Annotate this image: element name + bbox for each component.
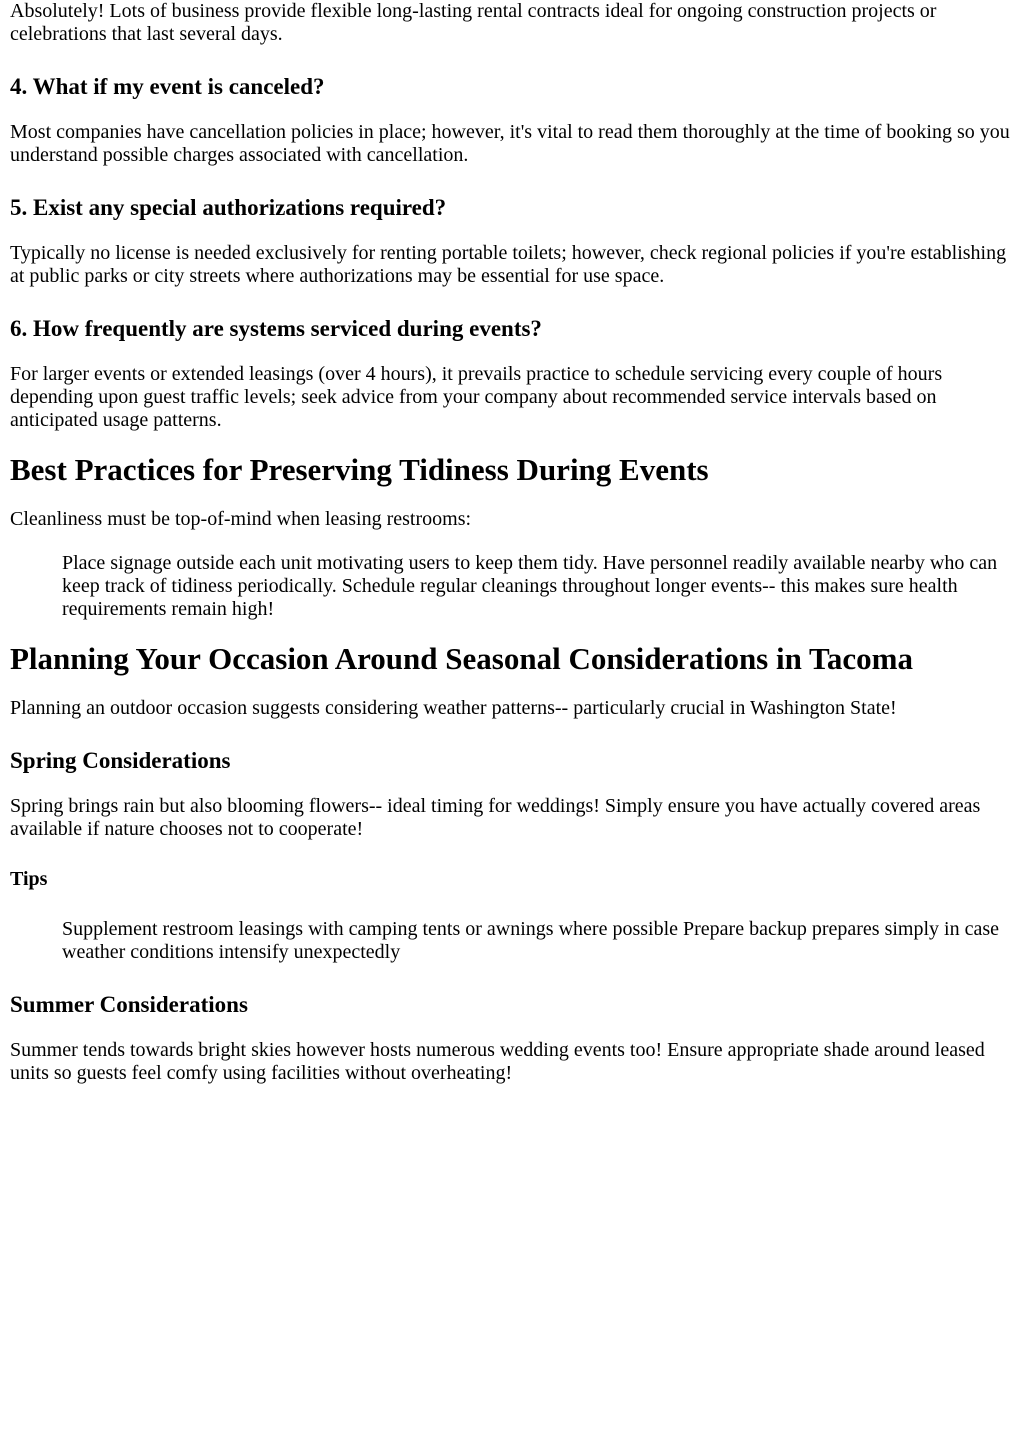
tips-quote: Supplement restroom leasings with camping tents or awnings where possible Prepare backup prepares simply in case weather conditions intensify unexpectedly [62,918,999,963]
faq-answer-4: Most companies have cancellation policies in place; however, it's vital to read them thoroughly at the time of booking so you understand possible charges associated with cancellation. [10,121,1010,166]
seasonal-heading: Planning Your Occasion Around Seasonal Considerations in Tacoma [10,641,913,676]
faq-question-5: 5. Exist any special authorizations required? [10,195,447,220]
intro-paragraph: Absolutely! Lots of business provide flexible long-lasting rental contracts ideal for ongoing construction projects or celebrations that last several days. [10,0,937,45]
faq-question-4: 4. What if my event is canceled? [10,74,325,99]
tips-heading: Tips [10,868,48,890]
faq-question-6: 6. How frequently are systems serviced during events? [10,316,542,341]
seasonal-intro: Planning an outdoor occasion suggests considering weather patterns-- particularly crucial in Washington State! [10,697,897,719]
spring-heading: Spring Considerations [10,748,231,773]
faq-answer-5: Typically no license is needed exclusively for renting portable toilets; however, check regional policies if you're establishing at public parks or city streets where authorizations may be essential for use space. [10,242,1007,287]
best-practices-quote: Place signage outside each unit motivating users to keep them tidy. Have personnel readily available nearby who can keep track of tidiness periodically. Schedule regular cleanings throughout longer events-- this makes sure health requirements remain high! [62,552,998,620]
best-practices-intro: Cleanliness must be top-of-mind when leasing restrooms: [10,508,472,530]
summer-text: Summer tends towards bright skies however hosts numerous wedding events too! Ensure appropriate shade around leased units so guests feel comfy using facilities without overheating! [10,1039,985,1084]
spring-text: Spring brings rain but also blooming flowers-- ideal timing for weddings! Simply ensure you have actually covered areas available if nature chooses not to cooperate! [10,795,981,840]
summer-heading: Summer Considerations [10,992,248,1017]
faq-answer-6: For larger events or extended leasings (over 4 hours), it prevails practice to schedule servicing every couple of hours depending upon guest traffic levels; seek advice from your company about recommended service intervals based on anticipated usage patterns. [10,363,943,431]
best-practices-heading: Best Practices for Preserving Tidiness During Events [10,452,709,487]
